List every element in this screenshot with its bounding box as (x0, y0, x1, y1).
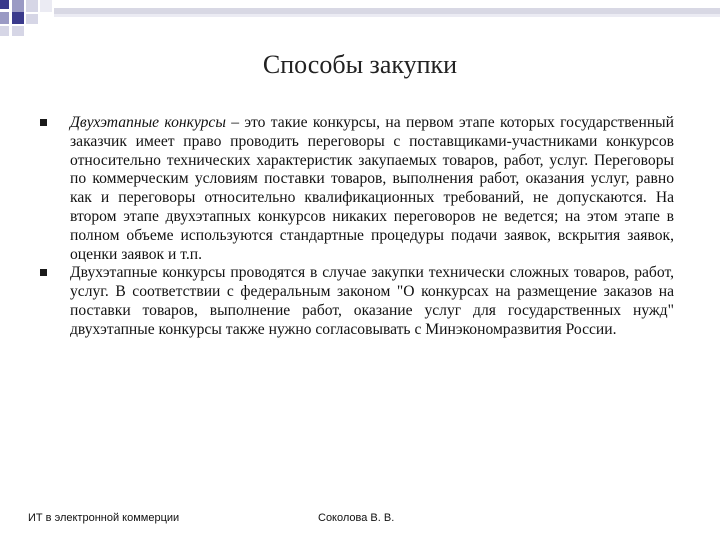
item-text: Двухэтапные конкурсы проводятся в случае закупки технически сложных товаров, работ, услуг. В соответствии с федеральным законом "О конкурсах на размещение заказов на поставки товаров, выполнение работ, оказание услуг для государственных нужд" двухэтапные конкурсы также нужно согласовывать с Минэкономразвития России. (70, 264, 674, 338)
term-highlight: Двухэтапные конкурсы (70, 114, 226, 131)
square-bullet-icon (40, 119, 47, 126)
bullet-list (38, 114, 674, 340)
list-item (38, 264, 674, 339)
header-decoration (0, 0, 720, 40)
square-bullet-icon (40, 269, 47, 276)
footer-course: ИТ в электронной коммерции (28, 512, 180, 524)
slide-title: Способы закупки (262, 50, 458, 79)
item-text: – это такие конкурсы, на первом этапе которых государственный заказчик имеет право проводить переговоры с поставщиками-участниками конкурсов относительно технических характеристик закупаемых товаров, работ, услуг. Переговоры по коммерческим условиям поставки товаров, выполнения работ, оказания услуг, равно как и переговоры относительно квалификационных требований, не допускаются. На втором этапе двухэтапных конкурсов никаких переговоров не ведется; на этом этапе в полном объеме используются стандартные процедуры подачи заявок, вскрытия заявок, оценки заявок и т.п. (70, 114, 674, 263)
footer-author: Соколова В. В. (318, 512, 395, 524)
list-item (38, 114, 674, 264)
